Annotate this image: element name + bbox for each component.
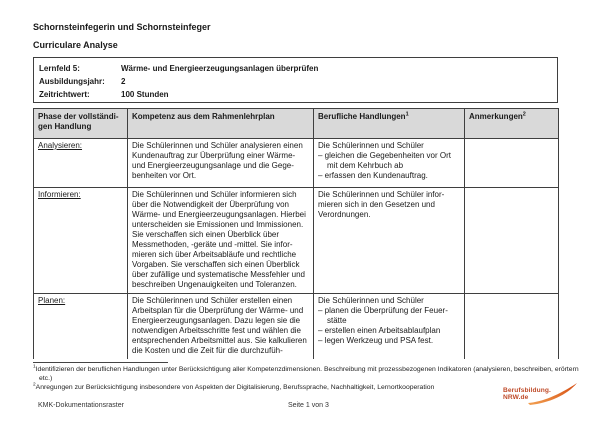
handlung-item: – erstellen einen Arbeitsablaufplan bbox=[318, 326, 461, 336]
table-row-planen bbox=[34, 294, 559, 359]
phase-cell: Planen: bbox=[34, 294, 128, 359]
document-subtitle: Curriculare Analyse bbox=[33, 40, 118, 50]
info-row-lernfeld bbox=[39, 62, 557, 75]
handlungen-cell: Die Schülerinnen und Schüler – planen die Überprüfung der Feuerstätte – erstellen einen Arbeitsablaufplan – legen Werkzeug und PSA fest. bbox=[314, 294, 465, 359]
footnote-separator bbox=[33, 362, 168, 363]
column-header-anmerkungen: Anmerkungen$^2$ bbox=[465, 109, 559, 139]
footnote-2: $^2$Anregungen zur Berücksichtigung insbesondere von Aspekten der Digitalisierung, Berufssprache, Nachhaltigkeit, Lernortkooperation bbox=[33, 382, 435, 391]
info-label: Ausbildungsjahr: bbox=[39, 77, 105, 86]
info-value: Wärme- und Energieerzeugungsanlagen überprüfen bbox=[121, 64, 319, 73]
handlung-item: – erfassen den Kundenauftrag. bbox=[318, 171, 461, 181]
anmerkungen-cell bbox=[465, 188, 559, 294]
info-value: 2 bbox=[121, 77, 126, 86]
info-row-zeitrichtwert bbox=[39, 88, 557, 101]
logo-text: Berufsbildung. NRW.de bbox=[503, 387, 551, 401]
kompetenz-cell: Die Schülerinnen und Schüler informieren sich über die Notwendigkeit der Überprüfung von Wärme- und Energieerzeugungsanlagen. Hierbei unterscheiden sie Emissionen und Immissionen. Sie verschaffen sich einen Überblick über Messmethoden, -geräte und -mittel. Sie informieren sich über Arbeitsabläufe und rechtliche Vorgaben. Sie verschaffen sich einen Überblick über zufällige und systematische Messfehler und beschreiben Ungenauigkeiten und Toleranzen. bbox=[128, 188, 314, 294]
column-header-berufliche-handlungen: Berufliche Handlungen$^1$ bbox=[314, 109, 465, 139]
column-header-kompetenz: Kompetenz aus dem Rahmenlehrplan bbox=[128, 109, 314, 139]
column-header-phase: Phase der vollständigen Handlung bbox=[34, 109, 128, 139]
info-value: 100 Stunden bbox=[121, 90, 169, 99]
phase-cell: Informieren: bbox=[34, 188, 128, 294]
kompetenz-cell: Die Schülerinnen und Schüler erstellen einen Arbeitsplan für die Überprüfung der Wärme- und Energieerzeugungsanlagen. Dazu legen sie die notwendigen Arbeitsschritte fest und wählen die entsprechenden Arbeitsmittel aus. Sie kalkulieren die Kosten und die Zeit für die durchzufüh- bbox=[128, 294, 314, 359]
lernfeld-info-box bbox=[33, 57, 558, 103]
anmerkungen-cell bbox=[465, 139, 559, 188]
footer-document-name: KMK-Dokumentationsraster bbox=[38, 402, 124, 409]
handlung-item: – gleichen die Gegebenheiten vor Ort mit dem Kehrbuch ab bbox=[318, 151, 461, 171]
info-label: Zeitrichtwert: bbox=[39, 90, 90, 99]
handlungen-cell: Die Schülerinnen und Schüler informieren sich in den Gesetzen und Verordnungen. bbox=[314, 188, 465, 294]
handlungen-cell: Die Schülerinnen und Schüler – gleichen die Gegebenheiten vor Ort mit dem Kehrbuch ab – erfassen den Kundenauftrag. bbox=[314, 139, 465, 188]
table-header-row bbox=[34, 109, 559, 139]
footer-page-number: Seite 1 von 3 bbox=[288, 402, 329, 409]
table-row-analysieren bbox=[34, 139, 559, 188]
document-title: Schornsteinfegerin und Schornsteinfeger bbox=[33, 22, 211, 32]
curriculum-table bbox=[33, 108, 559, 359]
handlung-item: – legen Werkzeug und PSA fest. bbox=[318, 336, 461, 346]
info-row-ausbildungsjahr bbox=[39, 75, 557, 88]
kompetenz-cell: Die Schülerinnen und Schüler analysieren einen Kundenauftrag zur Überprüfung einer Wärme- und Energieerzeugungsanlage und die Gegebenheiten vor Ort. bbox=[128, 139, 314, 188]
berufsbildung-nrw-logo bbox=[503, 382, 581, 410]
anmerkungen-cell bbox=[465, 294, 559, 359]
footnote-1: $^1$Identifizieren der beruflichen Handlungen unter Berücksichtigung aller Kompetenzdimensionen. Beschreibung mit prozessbezogenen Indikatoren (analysieren, beschreiben, erörtern etc.) bbox=[33, 364, 579, 382]
phase-cell: Analysieren: bbox=[34, 139, 128, 188]
handlung-item: – planen die Überprüfung der Feuerstätte bbox=[318, 306, 461, 326]
table-row-informieren bbox=[34, 188, 559, 294]
info-label: Lernfeld 5: bbox=[39, 64, 80, 73]
